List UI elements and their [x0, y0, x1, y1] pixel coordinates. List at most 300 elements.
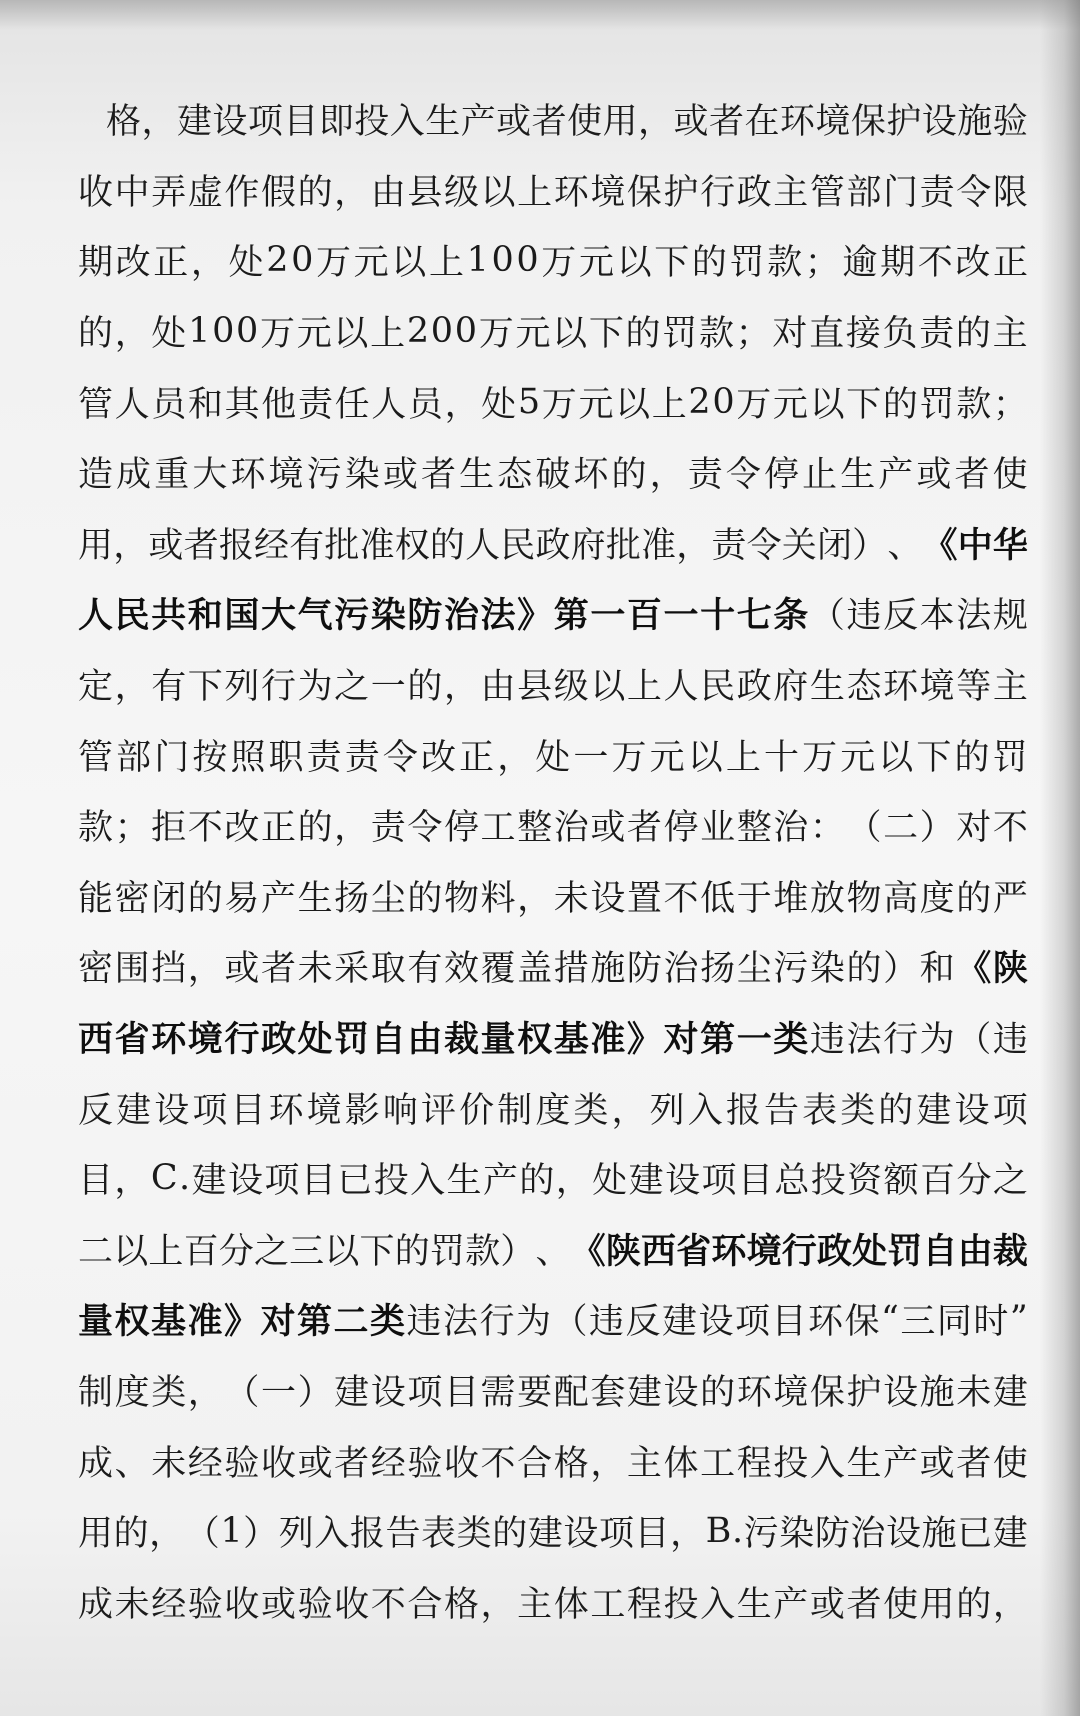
bold-text-char: 一 — [590, 595, 626, 637]
text-char: 责 — [306, 737, 342, 778]
bold-text-char: 法 — [480, 595, 516, 637]
text-char: 有 — [289, 525, 325, 566]
text-char: 罚 — [729, 243, 765, 284]
text-char: 负 — [882, 314, 918, 355]
bold-text-char: 基 — [151, 1301, 187, 1343]
text-char: 格 — [443, 1584, 479, 1625]
text-char: 收 — [260, 1443, 296, 1484]
text-char: 或 — [590, 808, 626, 849]
text-char: 经 — [151, 1584, 187, 1625]
text-char: 元 — [296, 314, 332, 355]
text-char: 列 — [278, 1514, 314, 1555]
text-char: 境 — [773, 1372, 809, 1413]
text-char: 处 — [592, 1161, 628, 1202]
text-char: 工 — [700, 1443, 736, 1484]
text-char: 措 — [553, 949, 589, 990]
text-char: 未 — [151, 1443, 187, 1484]
text-char: 责 — [711, 525, 747, 566]
text-char: 收 — [334, 1584, 370, 1625]
text-char: 不 — [992, 808, 1028, 849]
text-char: 反 — [883, 596, 919, 637]
text-char: 入 — [687, 1090, 723, 1131]
text-char: 项 — [192, 1090, 228, 1131]
text-char: （ — [224, 1372, 260, 1413]
text-char: 令 — [956, 172, 992, 213]
text-char: 法 — [846, 1020, 882, 1061]
text-char: 围 — [114, 949, 150, 990]
text-line — [78, 84, 1028, 155]
text-char: 入 — [809, 1443, 845, 1484]
text-char: 规 — [992, 596, 1028, 637]
text-char: 的 — [429, 525, 465, 566]
text-char: 产 — [482, 1161, 518, 1202]
bold-text-char: 共 — [151, 595, 187, 637]
text-char: 的 — [611, 455, 647, 496]
text-char: 成 — [116, 455, 152, 496]
text-char: （ — [956, 1020, 992, 1061]
bold-text-char: 第 — [553, 595, 589, 637]
text-line — [78, 508, 1028, 579]
text-char: 令 — [407, 808, 443, 849]
text-char: 对 — [772, 314, 808, 355]
text-char: 元 — [772, 384, 808, 425]
text-char: 人 — [371, 384, 407, 425]
text-char: 之 — [253, 1231, 289, 1272]
text-char: 境 — [815, 102, 851, 143]
text-char: （ — [809, 596, 845, 637]
bold-text-char: 》 — [517, 595, 553, 637]
text-char: 元 — [649, 737, 685, 778]
text-char: 施 — [921, 1514, 957, 1555]
bold-text-char: 政 — [816, 1230, 852, 1272]
text-char: 低 — [700, 878, 736, 919]
text-char: 责 — [370, 808, 406, 849]
text-char: 管 — [78, 737, 114, 778]
text-char: 入 — [410, 1161, 446, 1202]
text-line — [78, 1143, 1028, 1214]
text-char: 成 — [78, 1443, 114, 1484]
text-char: 处 — [228, 243, 264, 284]
text-char: ， — [611, 1090, 647, 1131]
text-char: 影 — [344, 1090, 380, 1131]
text-char: 的 — [954, 737, 990, 778]
text-char: 未 — [956, 1372, 992, 1413]
text-char: 逾 — [842, 243, 878, 284]
text-char: ， — [141, 102, 177, 143]
text-char: 或 — [148, 525, 184, 566]
text-char: 县 — [407, 172, 443, 213]
text-char: 、 — [114, 1443, 150, 1484]
text-char: 款 — [698, 314, 734, 355]
text-char: 即 — [318, 102, 354, 143]
text-char: 一 — [573, 737, 609, 778]
text-char: 或 — [224, 949, 260, 990]
text-char: 报 — [218, 525, 254, 566]
text-char: 的 — [492, 1514, 528, 1555]
text-char: 0 — [712, 381, 735, 422]
text-char: 类 — [456, 1514, 492, 1555]
text-char: ， — [676, 525, 712, 566]
text-char: 或 — [382, 455, 418, 496]
text-char: 入 — [700, 1584, 736, 1625]
text-char: 罚 — [992, 737, 1028, 778]
text-char: 建 — [992, 1514, 1028, 1555]
text-line — [78, 861, 1028, 932]
text-char: 投 — [373, 1161, 409, 1202]
text-char: 项 — [701, 1161, 737, 1202]
bold-text-char: 二 — [333, 1301, 369, 1343]
text-char: 额 — [883, 1161, 919, 1202]
bold-text-char: 一 — [663, 595, 699, 637]
text-char: 工 — [590, 1584, 626, 1625]
text-char: 违 — [589, 1302, 625, 1343]
bold-text-char: 陕 — [992, 948, 1028, 990]
text-char: 期 — [78, 243, 114, 284]
text-char: 投 — [354, 102, 390, 143]
text-char: 者 — [626, 808, 662, 849]
bold-text-char: 中 — [957, 524, 993, 566]
text-char: 罚 — [429, 1231, 465, 1272]
bold-text-char: 由 — [957, 1230, 993, 1272]
text-char: 产 — [883, 1443, 919, 1484]
bold-text-char: 行 — [224, 1019, 260, 1061]
bold-text-char: 政 — [260, 1019, 296, 1061]
text-char: ， — [590, 1443, 626, 1484]
text-char: 设 — [665, 1161, 701, 1202]
bold-text-char: 第 — [297, 1301, 333, 1343]
text-char: 或 — [916, 455, 952, 496]
text-char: 环 — [268, 1090, 304, 1131]
bold-text-char: 和 — [187, 595, 223, 637]
text-char: 设 — [885, 1514, 921, 1555]
text-char: 以 — [552, 314, 588, 355]
text-char: 产 — [773, 1584, 809, 1625]
text-line — [78, 437, 1028, 508]
bold-text-char: 类 — [773, 1019, 809, 1061]
text-char: 施 — [957, 102, 993, 143]
text-char: 定 — [78, 667, 114, 708]
text-char: 万 — [611, 737, 647, 778]
text-char: 使 — [567, 102, 603, 143]
text-char: 上 — [148, 1231, 184, 1272]
text-char: 产 — [260, 878, 296, 919]
bold-text-char: 治 — [443, 595, 479, 637]
text-char: 作 — [224, 172, 260, 213]
text-char: 环 — [736, 1372, 772, 1413]
text-char: 不 — [663, 878, 699, 919]
text-char: 护 — [886, 102, 922, 143]
text-char: 下 — [588, 314, 624, 355]
text-char: 责 — [919, 172, 955, 213]
text-char: 上 — [651, 384, 687, 425]
text-char: 生 — [425, 102, 461, 143]
text-char: 2 — [688, 381, 711, 422]
text-char: 的 — [956, 878, 992, 919]
text-char: 使 — [992, 1443, 1028, 1484]
text-char: 未 — [553, 878, 589, 919]
text-char: 为 — [297, 667, 333, 708]
text-char: ） — [852, 525, 888, 566]
text-char: 建 — [116, 1090, 152, 1131]
text-char: 表 — [802, 1090, 838, 1131]
text-char: 尘 — [736, 949, 772, 990]
bold-text-char: 省 — [676, 1230, 712, 1272]
bold-text-char: 》 — [224, 1301, 260, 1343]
text-char: 责 — [687, 455, 723, 496]
text-char: 配 — [553, 1372, 589, 1413]
text-char: 下 — [846, 384, 882, 425]
text-char: 入 — [389, 102, 425, 143]
text-char: 设 — [212, 102, 248, 143]
text-char: 改 — [420, 737, 456, 778]
text-char: 度 — [919, 878, 955, 919]
text-char: 关 — [781, 525, 817, 566]
text-char: ， — [497, 737, 533, 778]
text-char: 停 — [663, 808, 699, 849]
text-char: 行 — [479, 1302, 515, 1343]
text-char: 生 — [446, 1161, 482, 1202]
text-char: 境 — [919, 667, 955, 708]
text-char: 照 — [230, 737, 266, 778]
text-char: 工 — [480, 808, 516, 849]
text-char: 或 — [809, 1584, 845, 1625]
text-char: 主 — [517, 1584, 553, 1625]
text-char: 按 — [192, 737, 228, 778]
text-char: 令 — [725, 455, 761, 496]
text-char: 十 — [763, 737, 799, 778]
text-char: 者 — [183, 525, 219, 566]
text-char: 以 — [615, 384, 651, 425]
text-char: 者 — [956, 1443, 992, 1484]
text-char: 、 — [535, 1231, 571, 1272]
text-char: 款 — [78, 808, 114, 849]
text-char: 闭 — [151, 878, 187, 919]
text-char: 以 — [324, 1231, 360, 1272]
text-char: 制 — [78, 1372, 114, 1413]
text-char: 于 — [736, 878, 772, 919]
text-char: 处 — [535, 737, 571, 778]
text-char: 改 — [115, 243, 151, 284]
text-char: ； — [804, 243, 840, 284]
text-char: . — [179, 1158, 191, 1199]
text-char: 上 — [626, 667, 662, 708]
text-char: 入 — [314, 1514, 350, 1555]
text-char: 的 — [956, 1584, 992, 1625]
text-char: 、 — [887, 525, 923, 566]
bold-text-char: 行 — [781, 1230, 817, 1272]
text-char: 覆 — [480, 949, 516, 990]
text-char: ， — [444, 384, 480, 425]
text-char: 的 — [955, 314, 991, 355]
text-char: 格 — [106, 102, 142, 143]
bold-text-char: 一 — [736, 1019, 772, 1061]
bold-text-char: 省 — [114, 1019, 150, 1061]
text-char: 投 — [810, 1161, 846, 1202]
text-char: 止 — [802, 455, 838, 496]
text-char: 部 — [846, 172, 882, 213]
text-char: 拒 — [151, 808, 187, 849]
text-char: 收 — [443, 1443, 479, 1484]
text-char: 置 — [626, 878, 662, 919]
text-char: 直 — [809, 314, 845, 355]
text-char: （ — [552, 1302, 588, 1343]
text-char: 收 — [224, 1584, 260, 1625]
text-char: “ — [881, 1299, 899, 1340]
text-char: 建 — [628, 1161, 664, 1202]
text-char: ； — [114, 808, 150, 849]
text-char: 停 — [763, 455, 799, 496]
text-char: 行 — [883, 1020, 919, 1061]
text-char: 程 — [736, 1443, 772, 1484]
text-char: 环 — [779, 102, 815, 143]
text-line — [78, 366, 1028, 437]
text-char: 下 — [654, 243, 690, 284]
text-char: 境 — [306, 1090, 342, 1131]
bold-text-char: 污 — [334, 595, 370, 637]
bold-text-char: 民 — [114, 595, 150, 637]
text-char: 反 — [625, 1302, 661, 1343]
text-char: ， — [114, 1161, 150, 1202]
text-char: ） — [297, 1372, 333, 1413]
text-char: 或 — [919, 1443, 955, 1484]
text-char: 本 — [919, 596, 955, 637]
text-char: 建 — [334, 1372, 370, 1413]
text-char: 报 — [725, 1090, 761, 1131]
bold-text-char: 处 — [297, 1019, 333, 1061]
text-char: 中 — [114, 172, 150, 213]
text-char: 建 — [992, 1372, 1028, 1413]
text-char: 1 — [188, 311, 211, 352]
text-char: 不 — [187, 808, 223, 849]
text-char: 染 — [809, 949, 845, 990]
text-char: 经 — [187, 1443, 223, 1484]
text-char: 或 — [496, 102, 532, 143]
text-char: 报 — [349, 1514, 385, 1555]
text-char: 效 — [443, 949, 479, 990]
text-char: 5 — [517, 381, 541, 422]
bold-text-char: 自 — [370, 1019, 406, 1061]
text-char: 批 — [324, 525, 360, 566]
text-char: ， — [555, 1161, 591, 1202]
text-char: 责 — [297, 384, 333, 425]
text-char: 用 — [602, 102, 638, 143]
text-char: 设 — [921, 102, 957, 143]
text-char: 违 — [809, 1020, 845, 1061]
text-char: 生 — [809, 667, 845, 708]
text-char: 设 — [954, 1090, 990, 1131]
text-char: 之 — [992, 1161, 1028, 1202]
text-char: 目 — [443, 1372, 479, 1413]
text-char: 使 — [883, 1584, 919, 1625]
text-char: 污 — [306, 455, 342, 496]
text-char: 验 — [187, 1584, 223, 1625]
text-char: 权 — [394, 525, 430, 566]
text-char: 者 — [846, 1584, 882, 1625]
text-char: 生 — [840, 455, 876, 496]
text-char: 由 — [480, 667, 516, 708]
text-char: 取 — [370, 949, 406, 990]
bold-text-char: 量 — [480, 1019, 516, 1061]
text-char: ， — [992, 1584, 1028, 1625]
text-char: 主 — [992, 667, 1028, 708]
text-char: ” — [1009, 1299, 1028, 1340]
text-char: 0 — [516, 240, 539, 281]
text-char: 元 — [353, 243, 389, 284]
bold-text-char: 环 — [711, 1230, 747, 1272]
bold-text-char: 类 — [370, 1301, 406, 1343]
text-char: 民 — [500, 525, 536, 566]
text-char: ， — [517, 878, 553, 919]
text-char: 准 — [641, 525, 677, 566]
text-char: 法 — [443, 1302, 479, 1343]
text-char: 百 — [183, 1231, 219, 1272]
text-char: 业 — [700, 808, 736, 849]
text-char: 保 — [626, 172, 662, 213]
text-char: 元 — [578, 243, 614, 284]
text-char: 主 — [773, 172, 809, 213]
text-char: 保 — [809, 1372, 845, 1413]
bold-text-char: 华 — [992, 524, 1028, 566]
text-char: 重 — [154, 455, 190, 496]
text-char: 需 — [480, 1372, 516, 1413]
text-char: 万 — [736, 384, 772, 425]
text-char: 造 — [78, 455, 114, 496]
text-char: 污 — [743, 1514, 779, 1555]
text-char: 度 — [114, 1372, 150, 1413]
text-line — [78, 155, 1028, 226]
text-char: 款 — [465, 1231, 501, 1272]
text-char: 污 — [773, 949, 809, 990]
text-char: 经 — [253, 525, 289, 566]
text-char: 验 — [297, 1584, 333, 1625]
text-char: 扬 — [700, 949, 736, 990]
text-char: 处 — [151, 314, 187, 355]
text-char: 放 — [809, 878, 845, 919]
text-char: 列 — [649, 1090, 685, 1131]
text-char: 百 — [920, 1161, 956, 1202]
text-char: ， — [187, 949, 223, 990]
text-char: 处 — [481, 384, 517, 425]
text-char: 评 — [420, 1090, 456, 1131]
text-char: 以 — [391, 243, 427, 284]
bold-text-char: 量 — [78, 1301, 114, 1343]
text-char: 万 — [260, 314, 296, 355]
text-char: 坏 — [573, 455, 609, 496]
text-char: B — [705, 1511, 732, 1552]
text-char: 一 — [370, 667, 406, 708]
text-char: 元 — [578, 384, 614, 425]
text-char: 项 — [735, 1302, 771, 1343]
text-char: 正 — [992, 243, 1028, 284]
text-char: 资 — [847, 1161, 883, 1202]
text-char: 的 — [407, 667, 443, 708]
bold-text-char: 染 — [370, 595, 406, 637]
text-char: 正 — [153, 243, 189, 284]
bold-text-char: 第 — [700, 1019, 736, 1061]
text-char: 项 — [264, 1161, 300, 1202]
text-char: 生 — [297, 878, 333, 919]
bold-text-char: 罚 — [887, 1230, 923, 1272]
text-char: 验 — [992, 102, 1028, 143]
text-char: （ — [846, 808, 882, 849]
text-char: ， — [638, 102, 674, 143]
text-char: 高 — [883, 878, 919, 919]
text-char: 之 — [334, 667, 370, 708]
text-char: 以 — [480, 172, 516, 213]
text-char: 采 — [334, 949, 370, 990]
text-char: 管 — [809, 172, 845, 213]
text-char: 法 — [956, 596, 992, 637]
